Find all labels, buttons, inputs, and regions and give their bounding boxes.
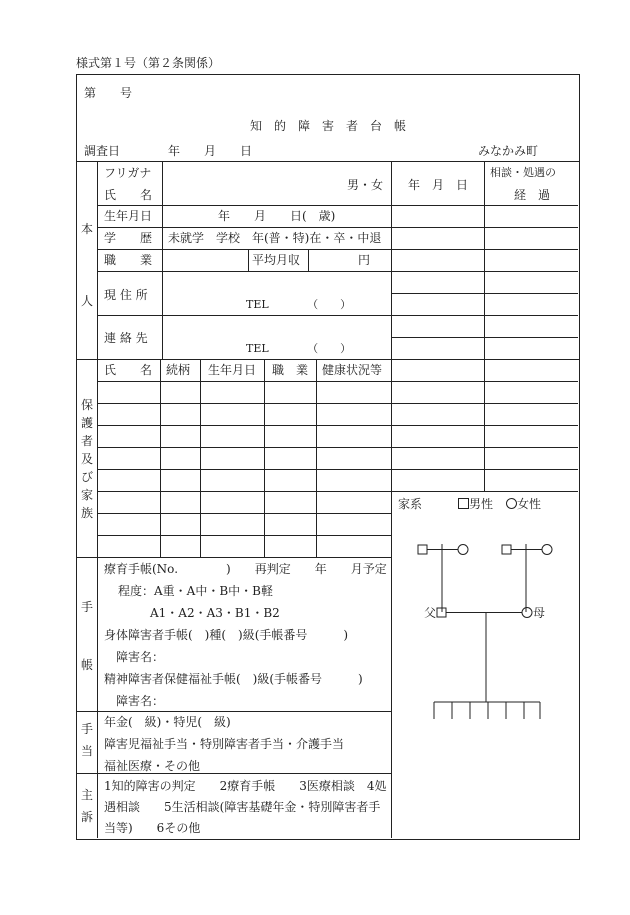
birth-label: 生年月日 [104,209,153,223]
family-label-6: 家 [80,488,93,502]
techo-line-3: A1・A2・A3・B1・B2 [150,606,280,620]
teate-line-1: 年金( 級)・特児( 級) [104,715,231,729]
techo-line-6: 精神障害者保健福祉手帳( )級(手帳番号 ) [104,672,363,686]
job-income-divider [248,249,249,271]
family-col-divider [200,359,201,557]
family-header-name: 氏 名 [104,363,153,377]
row-line [97,447,578,448]
family-col-divider [160,359,161,557]
grandmother-paternal-icon [458,545,468,555]
family-header-birth: 生年月日 [208,363,257,377]
tel-address: TEL （ ） [246,298,352,311]
mother-label: 母 [533,606,546,620]
row-line [391,337,578,338]
kakei-legend-female: 女性 [506,497,541,511]
education-label: 学 歴 [104,231,153,245]
family-col-divider [316,359,317,557]
family-label-2: 護 [80,416,93,430]
job-label: 職 業 [104,253,153,267]
family-label-7: 族 [80,506,93,520]
birth-value: 年 月 日( 歳) [218,209,336,223]
family-label-5: び [80,470,93,484]
form-number-label: 様式第１号（第２条関係） [76,56,221,70]
name-label: 氏 名 [104,188,153,202]
shuso-line-1: 1知的障害の判定 2療育手帳 3医療相談 4処 [104,779,387,793]
family-label-3: 者 [80,434,93,448]
section-label-person-top: 本 [80,222,93,236]
teate-label-1: 手 [80,722,93,736]
shuso-label-2: 訴 [80,810,93,824]
section-divider [97,161,98,838]
techo-line-1: 療育手帳(No. ) 再判定 年 月予定 [104,562,387,576]
grandfather-maternal-icon [502,545,511,554]
row-line [391,293,578,294]
survey-date-month: 月 [204,144,217,158]
income-value-divider [308,249,309,271]
teate-line-2: 障害児福祉手当・特別障害者手当・介護手当 [104,737,345,751]
techo-label-1: 手 [80,600,93,614]
row-line [97,535,391,536]
techo-line-7: 障害名： [116,694,165,708]
row-line [97,469,578,470]
row-line [97,425,578,426]
consult-header-sub: 経 過 [514,188,551,202]
techo-label-2: 帳 [80,658,93,672]
town-name: みなかみ町 [478,144,539,158]
row-line [97,271,578,272]
page-title: 知 的 障 害 者 台 帳 [250,119,407,133]
family-tree-diagram [392,492,578,838]
techo-line-5: 障害名： [116,650,165,664]
row-line [97,205,578,206]
consult-header: 相談・処遇の [490,166,556,179]
teate-line-3: 福祉医療・その他 [104,759,201,773]
furigana-label: フリガナ [104,166,152,180]
mother-icon [522,608,532,618]
address-label: 現 住 所 [104,288,148,302]
tel-contact: TEL （ ） [246,342,352,355]
income-unit: 円 [358,253,371,267]
family-label-1: 保 [80,398,93,412]
techo-line-4: 身体障害者手帳( )種( )級(手帳番号 ) [104,628,349,642]
survey-date-year: 年 [168,144,181,158]
shuso-line-3: 当等) 6その他 [104,821,201,835]
shuso-label-1: 主 [80,788,93,802]
income-label: 平均月収 [252,253,301,267]
row-line [97,227,578,228]
row-line [97,249,578,250]
family-header-relation: 続柄 [166,363,191,377]
row-line [97,513,391,514]
family-col-divider [264,359,265,557]
person-label-divider [162,161,163,359]
section-line [76,359,579,360]
family-header-job: 職 業 [272,363,309,377]
kakei-label: 家系 [398,497,423,511]
education-value: 未就学 学校 年(普・特)在・卒・中退 [168,231,382,245]
family-label-4: 及 [80,452,93,466]
section-label-person-bottom: 人 [80,294,93,308]
grandmother-maternal-icon [542,545,552,555]
section-line [76,557,392,558]
header-divider [76,161,579,162]
kakei-legend-male: 男性 [458,497,493,511]
row-line [97,381,578,382]
date-column-header: 年 月 日 [408,178,469,192]
section-line [76,773,392,774]
survey-date-label: 調査日 [84,144,121,158]
number-label: 第 号 [84,86,133,100]
father-label: 父 [424,606,437,620]
date-consult-divider [484,161,485,492]
section-line [76,711,392,712]
grandfather-paternal-icon [418,545,427,554]
row-line [97,315,578,316]
shuso-line-2: 遇相談 5生活相談(障害基礎年金・特別障害者手 [104,800,381,814]
contact-label: 連 絡 先 [104,331,148,345]
techo-line-2: 程度：A重・A中・B中・B軽 [118,584,273,598]
survey-date-day: 日 [240,144,253,158]
sex-field: 男・女 [347,178,384,192]
teate-label-2: 当 [80,744,93,758]
row-line [97,403,578,404]
family-header-health: 健康状況等 [322,363,383,377]
